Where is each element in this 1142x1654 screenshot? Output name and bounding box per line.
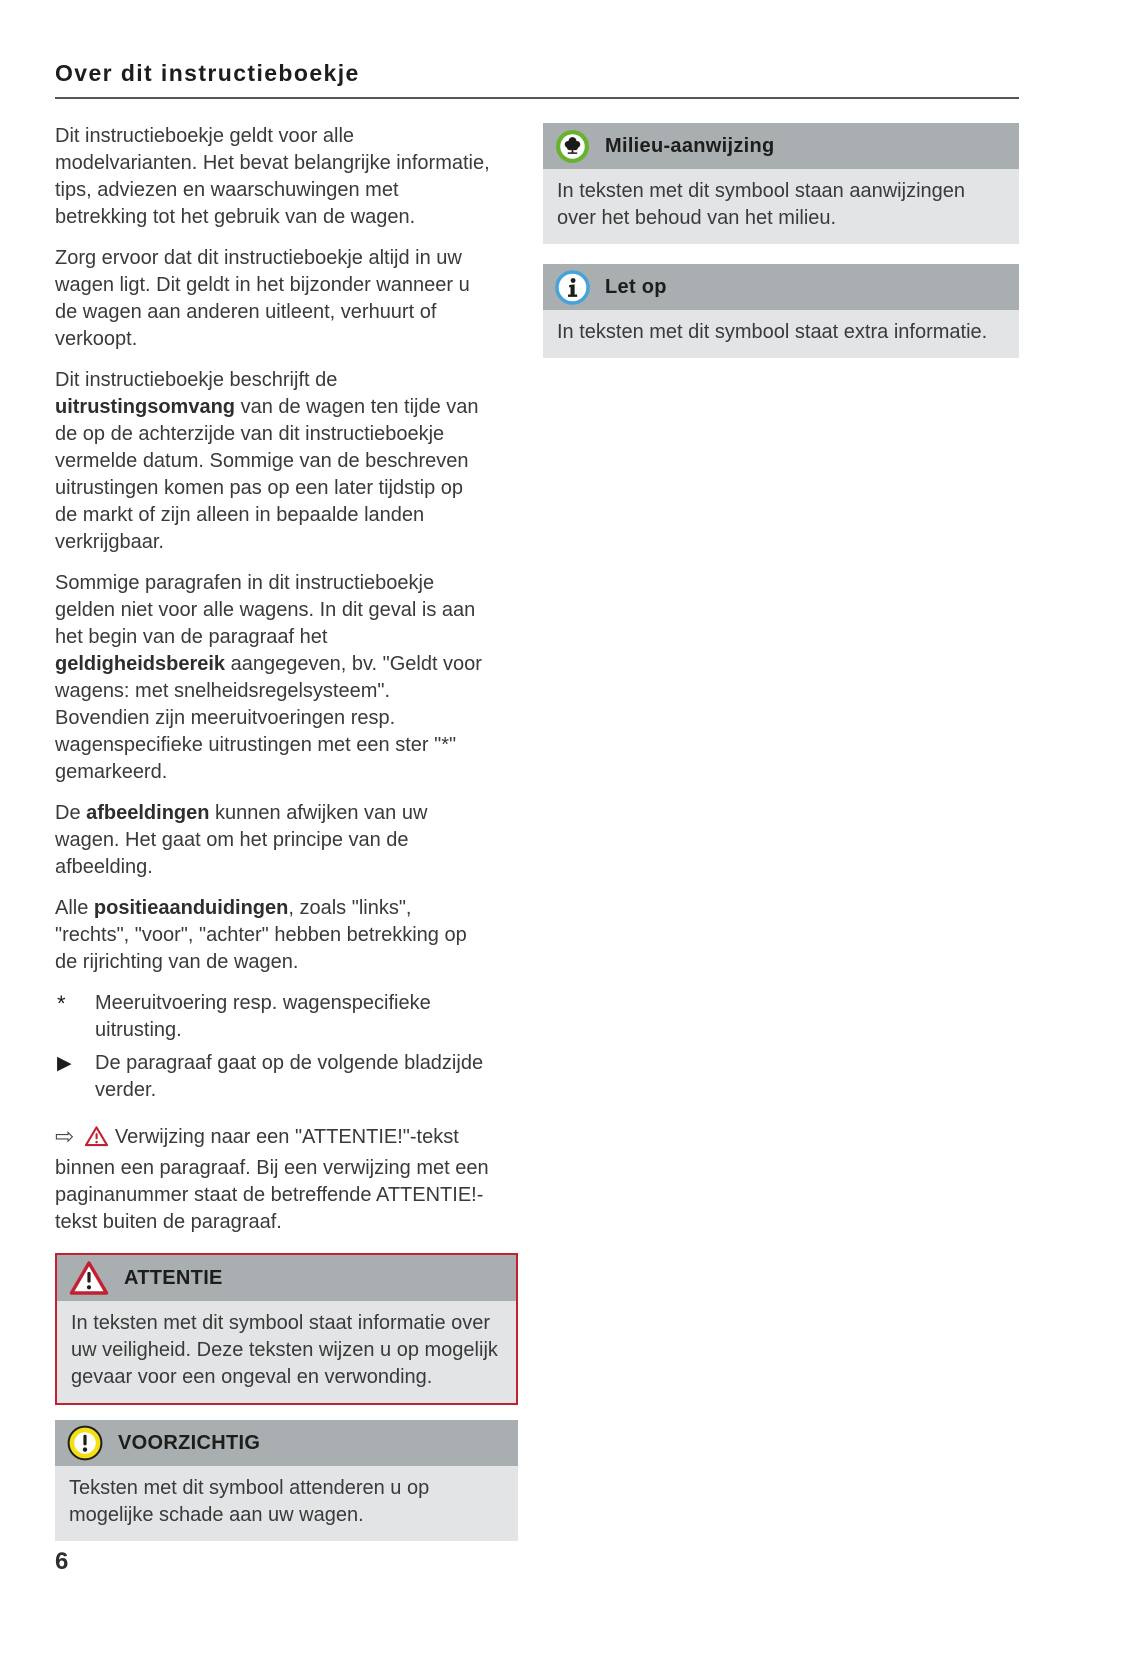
list-item [55,1050,518,1104]
warning-triangle-icon [69,1260,109,1296]
tree-icon [555,129,590,164]
continue-triangle-icon: ▶ [57,1053,72,1074]
info-icon [555,270,590,305]
callout-title: Let op [605,275,667,298]
attention-callout-box [55,1253,518,1405]
callout-title: Milieu-aanwijzing [605,134,775,157]
right-column [543,123,1019,1541]
paragraph: Zorg ervoor dat dit instructieboekje altijd in uw wagen ligt. Dit geldt in het bijzonder wanneer u de wagen aan anderen uitleent, verhuurt of verkoopt. [55,247,470,350]
arrow-right-icon: ⇨ [55,1123,75,1149]
callout-body: In teksten met dit symbool staat informatie over uw veiligheid. Deze teksten wijzen u op mogelijk gevaar voor een ongeval en verwonding. [57,1301,516,1403]
page-title: Over dit instructieboekje [55,60,360,86]
callout-body: Teksten met dit symbool attenderen u op mogelijke schade aan uw wagen. [55,1466,518,1541]
paragraph: De afbeeldingen kunnen afwijken van uw wagen. Het gaat om het principe van de afbeelding. [55,802,428,878]
reference-text: Verwijzing naar een "ATTENTIE!"-tekst binnen een paragraaf. Bij een verwijzing met een paginanummer staat de betreffende ATTENTIE!-tekst buiten de paragraaf. [55,1126,489,1233]
paragraph: Dit instructieboekje beschrijft de uitrustingsomvang van de wagen ten tijde van de op de achterzijde van dit instructieboekje vermelde datum. Sommige van de beschreven uitrustingen komen pas op een later tijdstip op de markt of zijn alleen in bepaalde landen verkrijgbaar. [55,369,479,553]
paragraph: Alle positieaanduidingen, zoals "links", "rechts", "voor", "achter" hebben betrekking op de rijrichting van de wagen. [55,897,467,973]
list-item-text: Meeruitvoering resp. wagenspecifieke uitrusting. [95,992,431,1041]
caution-exclamation-icon [67,1425,103,1461]
list-item [55,990,518,1044]
two-column-layout [55,123,1019,1541]
left-column [55,123,518,1541]
callout-title: ATTENTIE [124,1266,223,1289]
callout-body: In teksten met dit symbool staat extra informatie. [543,310,1019,358]
asterisk-marker-icon: * [57,991,66,1016]
paragraph: Dit instructieboekje geldt voor alle modelvarianten. Het bevat belangrijke informatie, tips, adviezen en waarschuwingen met betrekking tot het gebruik van de wagen. [55,125,490,228]
environment-callout-box [543,123,1019,244]
callout-body: In teksten met dit symbool staan aanwijzingen over het behoud van het milieu. [543,169,1019,244]
warning-triangle-small-icon [84,1125,109,1155]
paragraph: Sommige paragrafen in dit instructieboekje gelden niet voor alle wagens. In dit geval is aan het begin van de paragraaf het geldigheidsbereik aangegeven, bv. "Geldt voor wagens: met snelheidsregelsysteem". Bovendien zijn meeruitvoeringen resp. wagenspecifieke uitrustingen met een ster "*" gemarkeerd. [55,572,482,783]
list-item-text: De paragraaf gaat op de volgende bladzijde verder. [95,1052,484,1101]
attention-reference-note [55,1122,518,1236]
callout-header [543,264,1019,310]
callout-header [543,123,1019,169]
callout-header [57,1255,516,1301]
callout-title: VOORZICHTIG [118,1431,261,1454]
page-number: 6 [55,1548,69,1575]
callout-header [55,1420,518,1466]
caution-callout-box [55,1420,518,1541]
note-callout-box [543,264,1019,358]
title-rule [55,97,1019,99]
symbol-legend-list [55,990,518,1104]
